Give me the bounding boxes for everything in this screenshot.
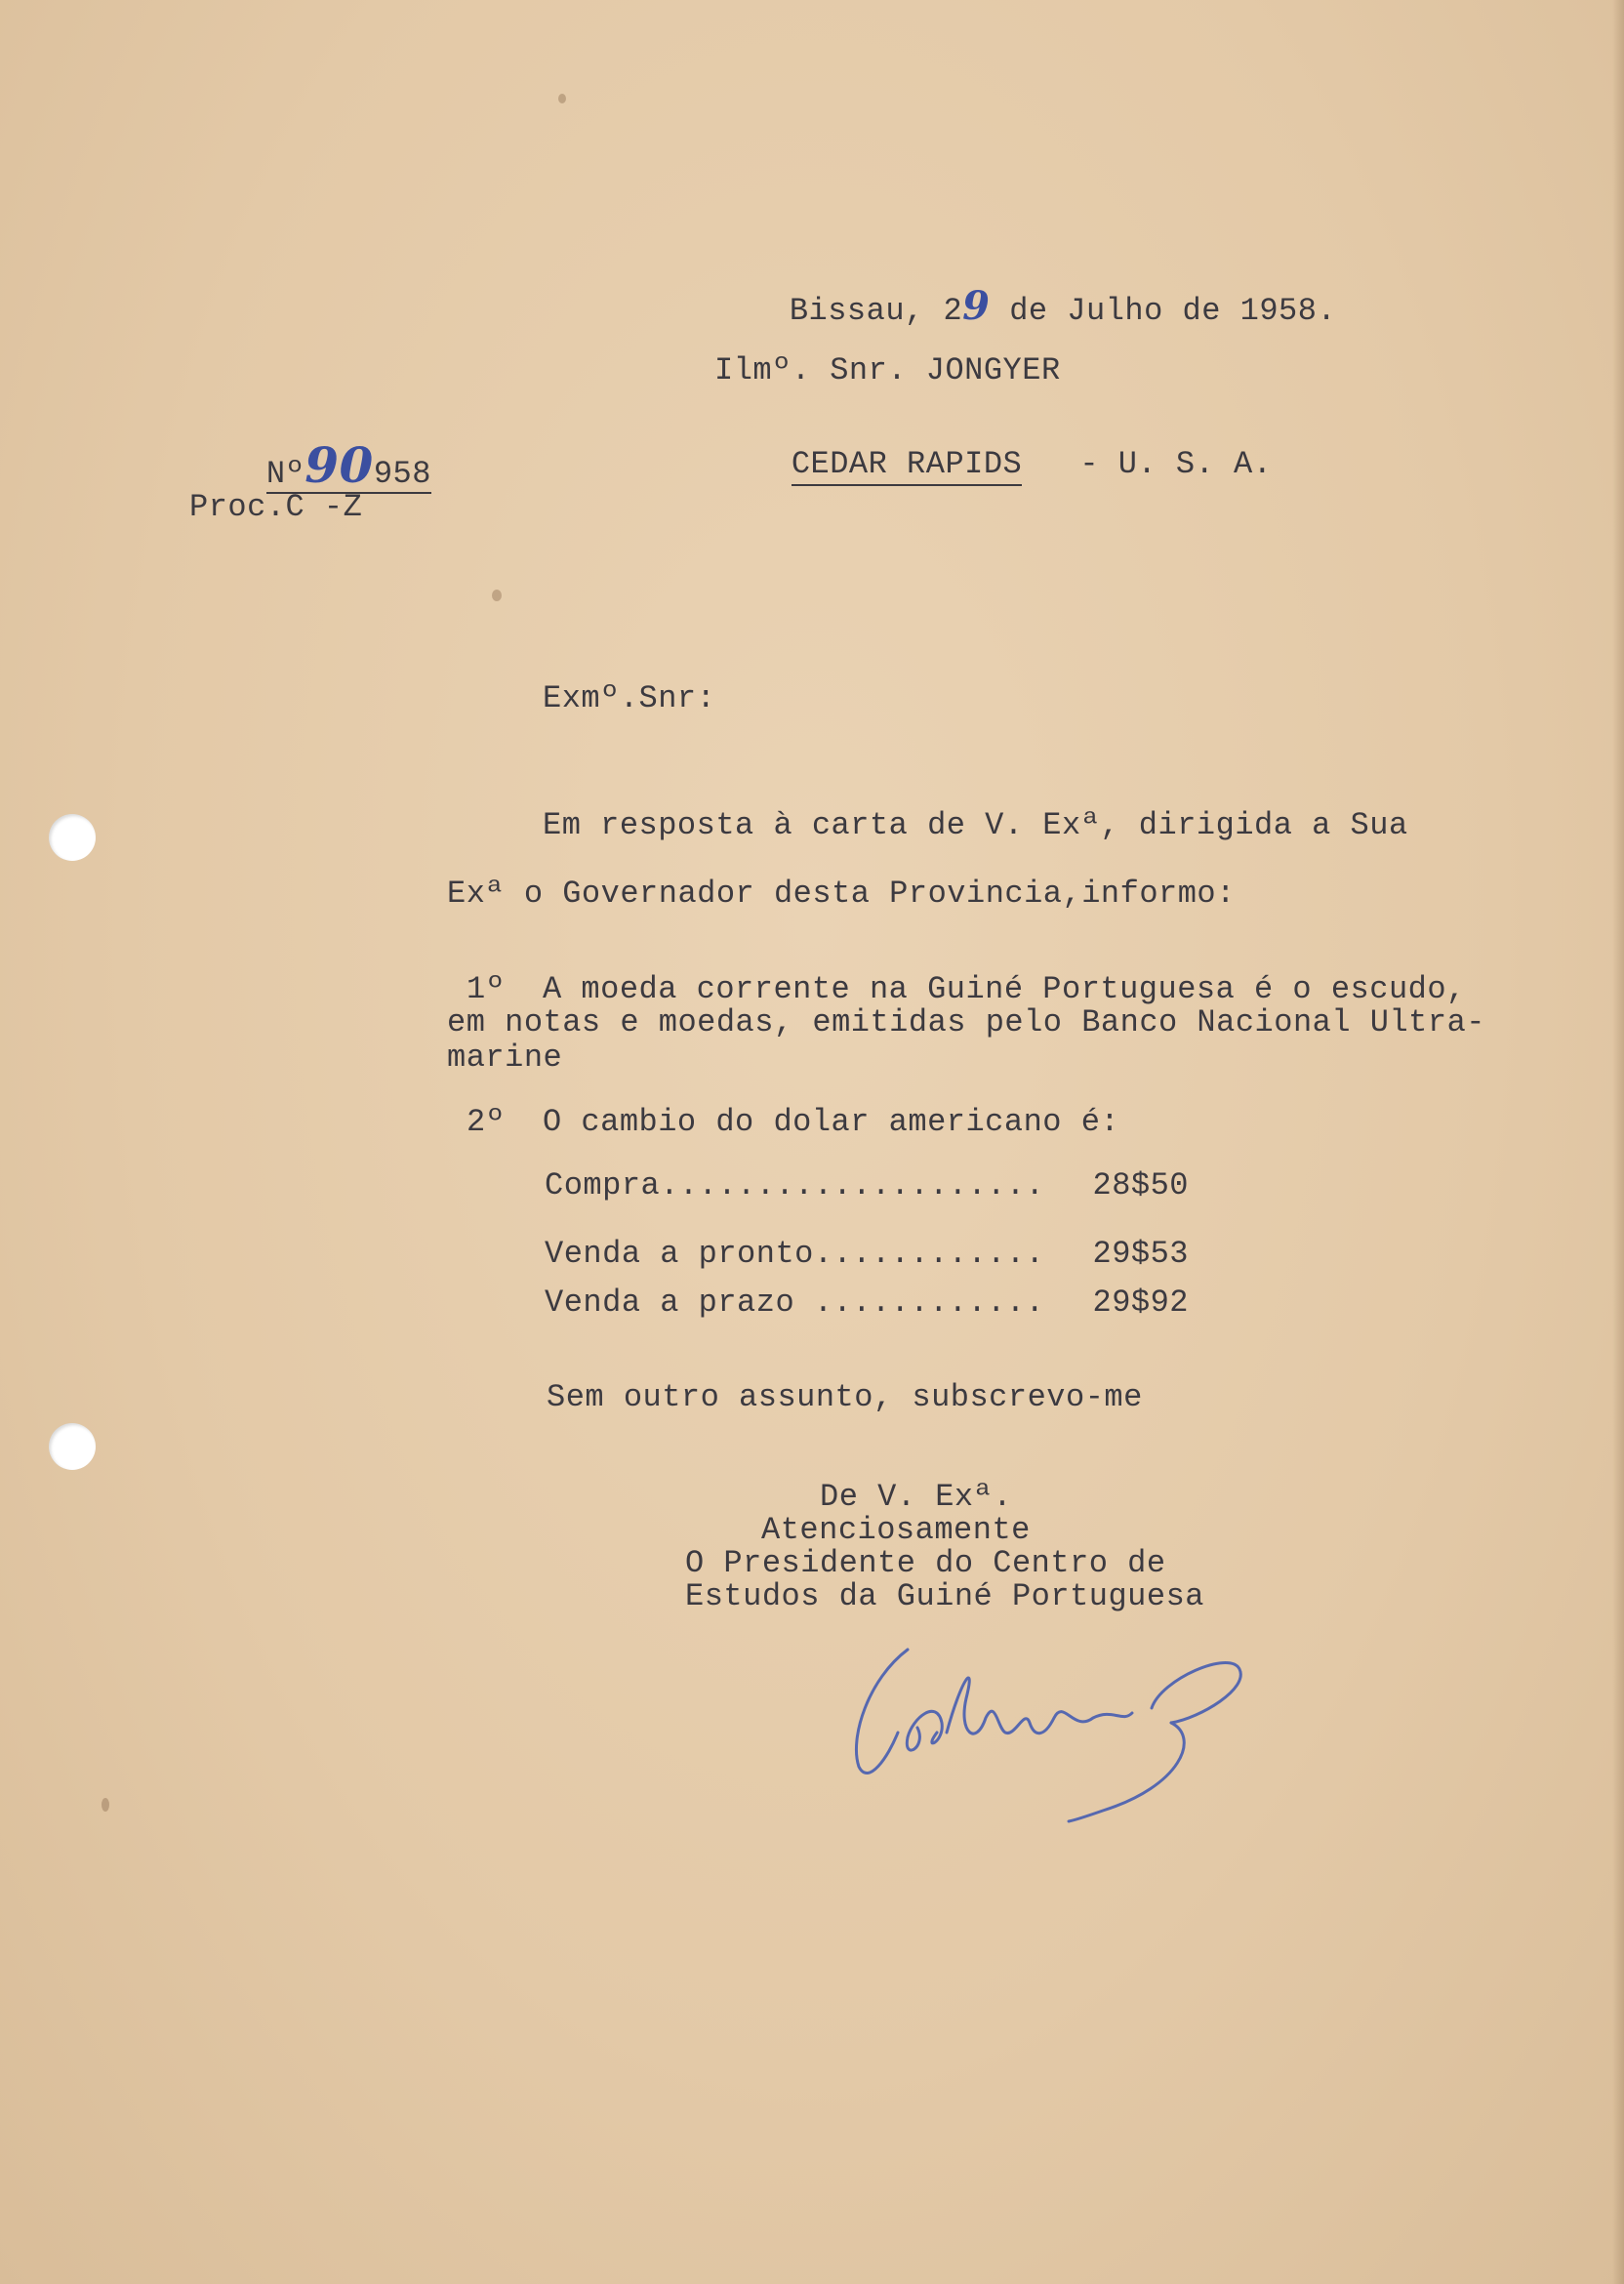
item1-line-1: A moeda corrente na Guiné Portuguesa é o escudo,	[543, 971, 1466, 1007]
recipient-city: CEDAR RAPIDS	[792, 446, 1022, 486]
signoff-line-4: Estudos da Guiné Portuguesa	[685, 1578, 1204, 1614]
reference-number-underlined: Nº90958	[265, 436, 431, 494]
signoff-line-2: Atenciosamente	[761, 1512, 1031, 1548]
intro-line-1: Em resposta à carta de V. Exª, dirigida a Sua	[543, 807, 1408, 843]
date-handwritten-digit: 9	[962, 283, 991, 329]
recipient-name: Ilmº. Snr. JONGYER	[714, 352, 1061, 388]
recipient-country: - U. S. A.	[1079, 446, 1273, 482]
item2-text: O cambio do dolar americano é:	[543, 1104, 1120, 1140]
rate-value: 28$50	[1092, 1167, 1189, 1203]
punch-hole-top	[49, 814, 96, 861]
rate-row-compra	[545, 1167, 1189, 1203]
item1-line-2: em notas e moedas, emitidas pelo Banco Nacional Ultra-	[447, 1004, 1485, 1040]
paper-stain	[492, 590, 502, 601]
rate-label: Compra....................	[545, 1167, 1045, 1203]
rate-label: Venda a prazo ............	[545, 1285, 1045, 1321]
rate-value: 29$92	[1092, 1285, 1189, 1321]
page-edge-shadow	[1612, 0, 1624, 2284]
rate-row-venda-pronto	[545, 1236, 1189, 1272]
signoff-line-1: De V. Exª.	[820, 1479, 1013, 1515]
salutation: Exmº.Snr:	[543, 680, 716, 716]
rate-row-venda-prazo	[545, 1285, 1189, 1321]
item2-marker: 2º	[467, 1104, 506, 1140]
item1-line-3: marine	[447, 1040, 563, 1076]
item1-marker: 1º	[467, 971, 506, 1007]
process-code: Proc.C -Z	[189, 489, 363, 525]
paper-stain	[102, 1798, 109, 1812]
rate-label: Venda a pronto............	[545, 1236, 1045, 1272]
reference-handwritten-number: 90	[304, 436, 374, 494]
date-line: Bissau, 29 de Julho de 1958.	[789, 283, 1337, 329]
rate-value: 29$53	[1092, 1236, 1189, 1272]
closing-line: Sem outro assunto, subscrevo-me	[547, 1379, 1143, 1415]
signoff-line-3: O Presidente do Centro de	[685, 1545, 1166, 1581]
handwritten-signature	[830, 1640, 1279, 1825]
paper-stain	[558, 94, 566, 103]
punch-hole-bottom	[49, 1423, 96, 1470]
intro-line-2: Exª o Governador desta Provincia,informo:	[447, 876, 1236, 912]
recipient-address	[714, 418, 1272, 511]
